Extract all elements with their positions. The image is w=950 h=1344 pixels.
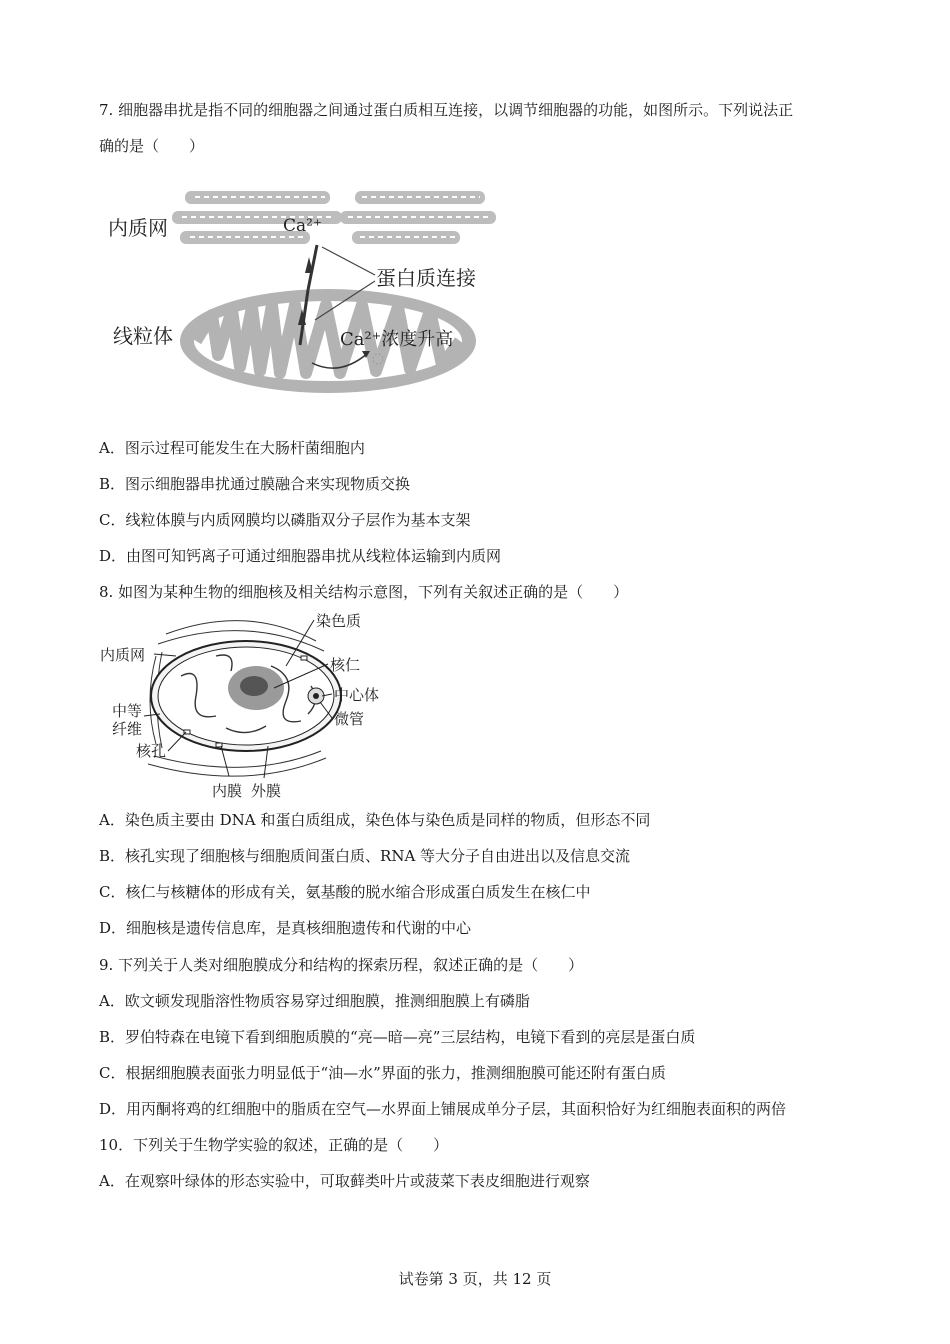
q8-label-microtubule: 微管 xyxy=(334,710,365,728)
q8-option-d: D．细胞核是遗传信息库，是真核细胞遗传和代谢的中心 xyxy=(99,919,472,937)
q8-label-chromatin: 染色质 xyxy=(316,612,362,630)
q8-label-outer: 外膜 xyxy=(251,782,282,800)
q7-figure xyxy=(100,185,510,410)
q8-figure xyxy=(96,606,386,806)
q8-option-b: B．核孔实现了细胞核与细胞质间蛋白质、RNA 等大分子自由进出以及信息交流 xyxy=(99,847,631,865)
q9-stem: 9. 下列关于人类对细胞膜成分和结构的探索历程，叙述正确的是（ ） xyxy=(99,956,584,974)
q9-option-c: C．根据细胞膜表面张力明显低于“油—水”界面的张力，推测细胞膜可能还附有蛋白质 xyxy=(99,1064,666,1082)
q7-option-a: A．图示过程可能发生在大肠杆菌细胞内 xyxy=(99,439,365,457)
q7-label-protein: 蛋白质连接 xyxy=(376,266,476,290)
q8-label-er: 内质网 xyxy=(100,646,146,664)
q8-label-inner: 内膜 xyxy=(212,782,243,800)
q9-option-b: B．罗伯特森在电镜下看到细胞质膜的“亮—暗—亮”三层结构，电镜下看到的亮层是蛋白质 xyxy=(99,1028,696,1046)
q7-label-ca: Ca²⁺ xyxy=(283,216,322,236)
q8-option-a: A．染色质主要由 DNA 和蛋白质组成，染色体与染色质是同样的物质，但形态不同 xyxy=(99,811,651,829)
q8-label-centrosome: 中心体 xyxy=(334,686,380,704)
q7-stem-line1: 7. 细胞器串扰是指不同的细胞器之间通过蛋白质相互连接，以调节细胞器的功能，如图所示。下列说法正 xyxy=(99,101,794,119)
q9-option-d: D．用丙酮将鸡的红细胞中的脂质在空气—水界面上铺展成单分子层，其面积恰好为红细胞表面积的两倍 xyxy=(99,1100,787,1118)
q8-label-intermediate-2: 纤维 xyxy=(112,720,143,738)
q7-option-d: D．由图可知钙离子可通过细胞器串扰从线粒体运输到内质网 xyxy=(99,547,502,565)
q7-label-ca-rise: Ca²⁺浓度升高 xyxy=(340,329,454,350)
q7-option-c: C．线粒体膜与内质网膜均以磷脂双分子层作为基本支架 xyxy=(99,511,471,529)
q9-option-a: A．欧文顿发现脂溶性物质容易穿过细胞膜，推测细胞膜上有磷脂 xyxy=(99,992,530,1010)
q8-option-c: C．核仁与核糖体的形成有关，氨基酸的脱水缩合形成蛋白质发生在核仁中 xyxy=(99,883,591,901)
q10-stem: 10．下列关于生物学实验的叙述，正确的是（ ） xyxy=(99,1136,449,1154)
q7-option-b: B．图示细胞器串扰通过膜融合来实现物质交换 xyxy=(99,475,411,493)
q8-label-pore: 核孔 xyxy=(136,742,167,760)
q10-option-a: A．在观察叶绿体的形态实验中，可取藓类叶片或菠菜下表皮细胞进行观察 xyxy=(99,1172,590,1190)
q7-label-mito: 线粒体 xyxy=(113,324,173,348)
q7-stem-line2: 确的是（ ） xyxy=(99,137,205,155)
q7-label-er: 内质网 xyxy=(108,216,168,240)
page-footer: 试卷第 3 页，共 12 页 xyxy=(398,1270,552,1288)
q8-stem: 8. 如图为某种生物的细胞核及相关结构示意图，下列有关叙述正确的是（ ） xyxy=(99,583,629,601)
q8-label-nucleolus: 核仁 xyxy=(330,656,361,674)
q8-label-intermediate-1: 中等 xyxy=(112,702,143,720)
